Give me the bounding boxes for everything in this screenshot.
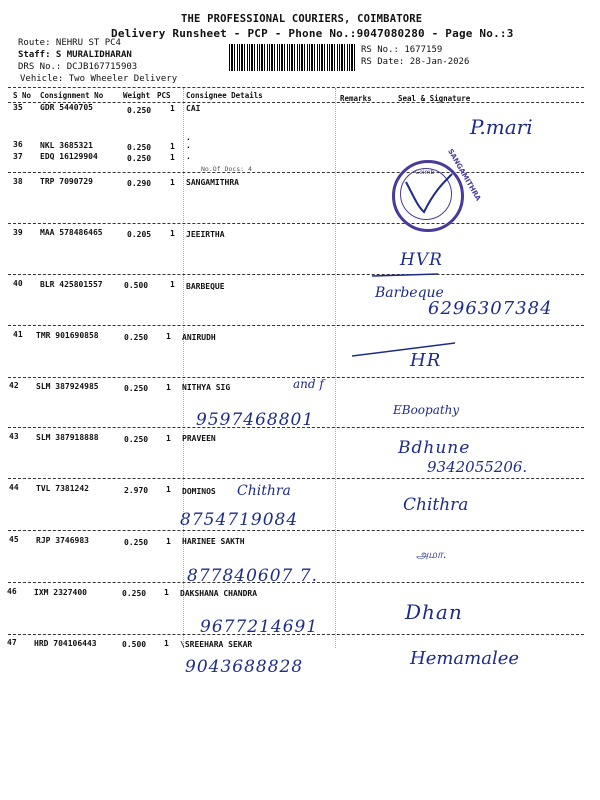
stamp-signature-scribble xyxy=(404,172,454,217)
col-weight: Weight xyxy=(123,91,151,100)
row-consignment: SLM 387918888 xyxy=(36,433,99,442)
row-sno: 40 xyxy=(13,279,23,288)
col-sno: S No xyxy=(13,91,32,100)
col-seal-signature: Seal & Signature xyxy=(398,94,471,103)
row-sno: 43 xyxy=(9,432,19,441)
row-weight: 0.500 xyxy=(124,281,149,290)
row-consignee: ANIRUDH xyxy=(182,333,216,342)
row-sno: 36 xyxy=(13,140,23,149)
row-consignment: MAA 578486465 xyxy=(40,228,103,237)
row-consignee: BARBEQUE xyxy=(186,282,225,291)
phone-row-46: 9677214691 xyxy=(200,617,319,637)
row-consignment: NKL 3685321 xyxy=(40,141,93,150)
phone-row-47: 9043688828 xyxy=(185,657,304,677)
row-consignee: JEEIRTHA xyxy=(186,230,225,239)
row-weight: 0.205 xyxy=(127,230,152,239)
rs-number: RS No.: 1677159 xyxy=(361,45,443,55)
row-weight: 0.250 xyxy=(124,333,149,342)
note-row-44: Chithra xyxy=(237,483,291,499)
row-consignee: \SREEHARA SEKAR xyxy=(180,640,253,649)
row-weight: 0.250 xyxy=(127,106,152,115)
phone-row-40: 6296307384 xyxy=(428,298,553,319)
row-pcs: 1 xyxy=(164,639,169,648)
row-weight: 0.250 xyxy=(124,435,149,444)
signature-row-43: Bdhune xyxy=(398,438,471,458)
signature-row-44: Chithra xyxy=(403,495,469,515)
row-pcs: 1 xyxy=(166,383,171,392)
company-title: THE PROFESSIONAL COURIERS, COIMBATORE xyxy=(181,13,423,25)
stamp-small-text: Coimb xyxy=(415,169,435,176)
row-pcs: 1 xyxy=(166,332,171,341)
row-mark: . xyxy=(186,133,191,142)
row-pcs: 1 xyxy=(166,434,171,443)
row-weight: 0.250 xyxy=(124,538,149,547)
row-consignee: DAKSHANA CHANDRA xyxy=(180,589,258,598)
row-consignee: PRAVEEN xyxy=(182,434,216,443)
row-separator xyxy=(8,530,584,531)
signature-row-35: P.mari xyxy=(470,115,533,139)
scribble-row-41 xyxy=(350,340,460,360)
row-consignee: DOMINOS xyxy=(182,487,216,496)
signature-row-47: Hemamalee xyxy=(410,648,520,669)
row-sno: 46 xyxy=(7,587,17,596)
row-consignee: NITHYA SIG xyxy=(182,383,231,392)
header-bottom-rule xyxy=(8,102,584,103)
row-weight: 0.250 xyxy=(122,589,147,598)
row-sno: 44 xyxy=(9,483,19,492)
no-of-docs: No.Of Docs: 4 xyxy=(201,165,252,173)
runsheet-subtitle: Delivery Runsheet - PCP - Phone No.:9047080280 - Page No.:3 xyxy=(111,27,514,40)
row-sno: 47 xyxy=(7,638,17,647)
row-weight: 2.970 xyxy=(124,486,149,495)
row-consignment: TMR 901690858 xyxy=(36,331,99,340)
phone-row-45: 877840607 7. xyxy=(187,566,318,586)
row-pcs: 1 xyxy=(166,485,171,494)
row-consignment: HRD 704106443 xyxy=(34,639,97,648)
underline-row-39 xyxy=(370,272,440,278)
row-weight: 0.250 xyxy=(124,384,149,393)
signature-row-39: HVR xyxy=(400,250,443,270)
row-sno: 41 xyxy=(13,330,23,339)
col-consignee: Consignee Details xyxy=(186,91,263,100)
header-top-rule xyxy=(8,87,584,88)
row-pcs: 1 xyxy=(170,104,175,113)
row-consignment: RJP 3746983 xyxy=(36,536,89,545)
row-sno: 37 xyxy=(13,152,23,161)
row-pcs: 1 xyxy=(170,229,175,238)
row-weight: 0.250 xyxy=(127,143,152,152)
row-separator xyxy=(8,325,584,326)
note-row-42: and f xyxy=(293,377,324,391)
row-consignment: SLM 387924985 xyxy=(36,382,99,391)
col-remarks: Remarks xyxy=(340,94,372,103)
row-consignment: GDR 5440705 xyxy=(40,103,93,112)
signature-row-41: HR xyxy=(410,350,442,371)
row-consignment: EDQ 16129904 xyxy=(40,152,98,161)
stamp-text: SANGAMITHRA xyxy=(446,147,483,203)
row-sno: 39 xyxy=(13,228,23,237)
row-consignee: . xyxy=(186,152,191,161)
row-pcs: 1 xyxy=(170,280,175,289)
vehicle-label: Vehicle: Two Wheeler Delivery xyxy=(20,74,178,84)
row-consignment: TVL 7381242 xyxy=(36,484,89,493)
row-weight: 0.250 xyxy=(127,154,152,163)
route-label: Route: NEHRU ST PC4 xyxy=(18,38,121,48)
row-consignment: TRP 7090729 xyxy=(40,177,93,186)
row-separator xyxy=(8,478,584,479)
row-consignee: CAI xyxy=(186,104,201,113)
row-consignee: HARINEE SAKTH xyxy=(182,537,245,546)
phone-row-43: 9342055206. xyxy=(427,458,528,476)
row-sno: 45 xyxy=(9,535,19,544)
row-consignment: BLR 425801557 xyxy=(40,280,103,289)
rs-date: RS Date: 28-Jan-2026 xyxy=(361,57,470,67)
signature-row-40: Barbeque xyxy=(375,285,444,301)
row-pcs: 1 xyxy=(164,588,169,597)
phone-row-42: 9597468801 xyxy=(196,410,315,430)
row-pcs: 1 xyxy=(166,537,171,546)
signature-row-42: EBoopathy xyxy=(393,403,460,417)
row-separator xyxy=(8,172,584,173)
row-consignee: SANGAMITHRA xyxy=(186,178,239,187)
signature-row-46: Dhan xyxy=(405,600,463,624)
row-separator xyxy=(8,223,584,224)
row-weight: 0.290 xyxy=(127,179,152,188)
row-pcs: 1 xyxy=(170,142,175,151)
drs-label: DRS No.: DCJB167715903 xyxy=(18,62,138,72)
row-sno: 38 xyxy=(13,177,23,186)
row-pcs: 1 xyxy=(170,153,175,162)
col-pcs: PCS xyxy=(157,91,171,100)
row-consignee: . xyxy=(186,141,191,150)
row-weight: 0.500 xyxy=(122,640,147,649)
staff-label: Staff: S MURALIDHARAN xyxy=(18,50,132,60)
phone-row-44: 8754719084 xyxy=(180,510,299,530)
col-consignment: Consignment No xyxy=(40,91,104,100)
row-separator xyxy=(8,274,584,275)
row-sno: 42 xyxy=(9,381,19,390)
row-pcs: 1 xyxy=(170,178,175,187)
row-sno: 35 xyxy=(13,103,23,112)
row-consignment: IXM 2327400 xyxy=(34,588,87,597)
signature-row-45: அமா. xyxy=(416,548,447,561)
barcode xyxy=(229,44,357,71)
